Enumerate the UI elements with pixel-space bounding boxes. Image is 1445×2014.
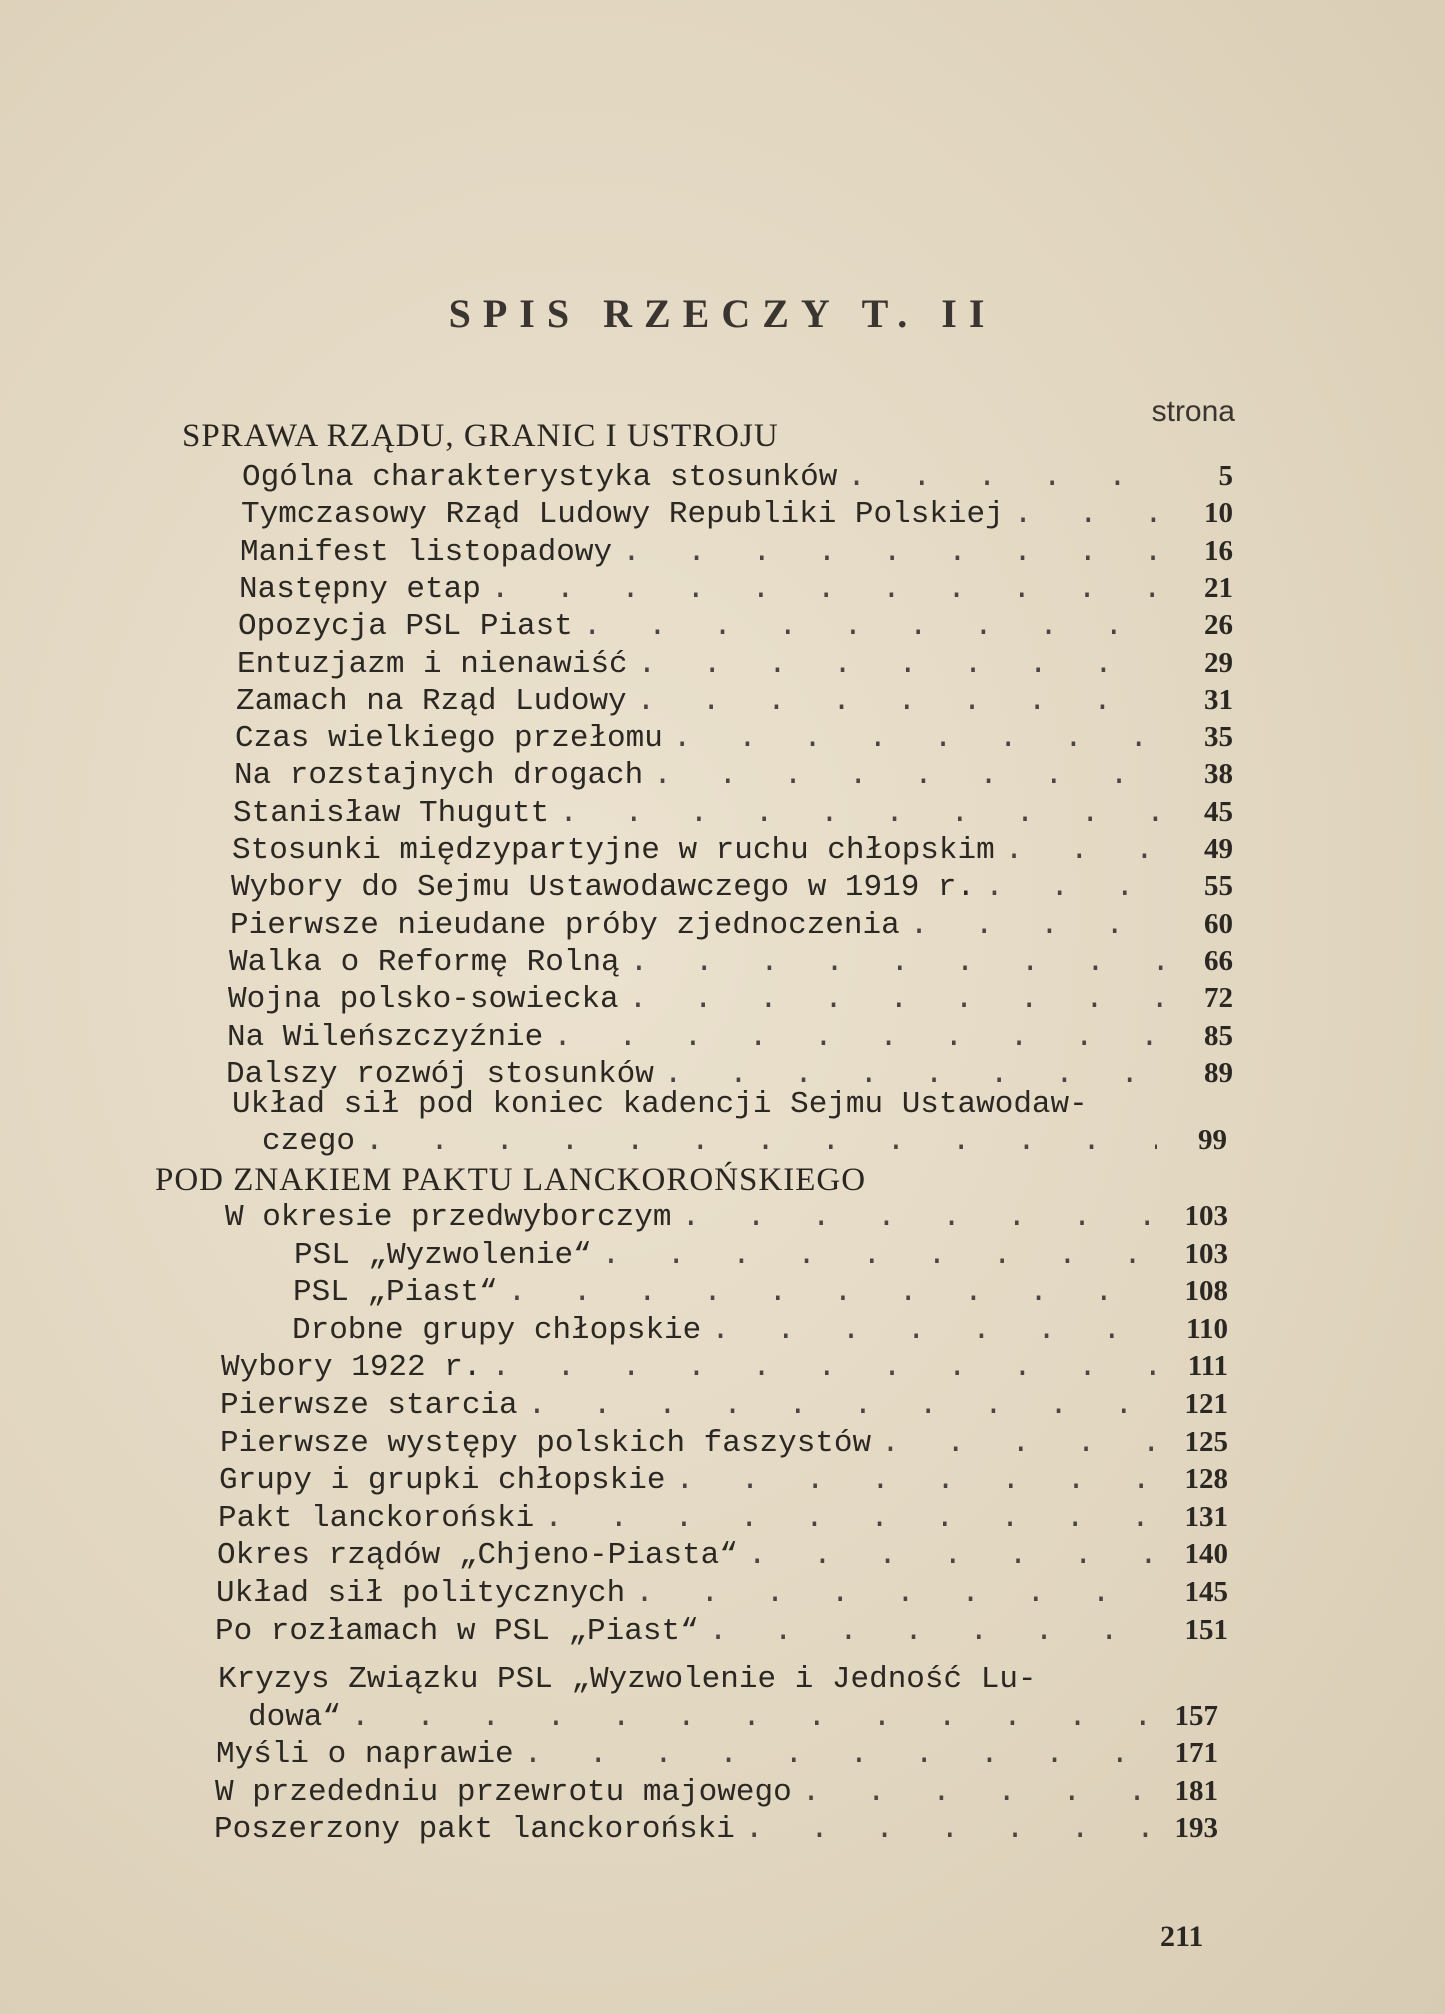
toc-entry — [232, 833, 1233, 868]
toc-entry-page: 66 — [1204, 944, 1233, 977]
toc-entry — [262, 1124, 1227, 1159]
toc-entry-label: Na Wileńszczyźnie — [227, 1019, 544, 1055]
toc-entry — [233, 796, 1233, 831]
toc-entry-page: 29 — [1204, 646, 1233, 679]
toc-entry-label: Układ sił politycznych — [216, 1576, 626, 1611]
toc-entry-label: Dalszy rozwój stosunków — [226, 1056, 654, 1092]
dot-leader — [583, 609, 1163, 644]
toc-entry-page: 181 — [1174, 1774, 1218, 1807]
toc-entry-label: Poszerzony pakt lanckoroński — [214, 1812, 735, 1847]
dot-leader — [491, 1350, 1158, 1385]
toc-entry-label: Zamach na Rząd Ludowy — [236, 683, 627, 719]
toc-entry-wrapped-line1: Kryzys Związku PSL „Wyzwolenie i Jedność Lu- — [218, 1662, 1037, 1697]
toc-entry-page: 16 — [1204, 534, 1233, 567]
dot-leader — [638, 647, 1163, 682]
toc-entry-label: W przededniu przewrotu majowego — [215, 1774, 792, 1810]
toc-entry-label: Myśli o naprawie — [216, 1737, 514, 1772]
toc-entry-page: 157 — [1174, 1700, 1218, 1732]
dot-leader — [491, 572, 1163, 607]
toc-entry — [294, 1238, 1228, 1273]
toc-entry-page: 193 — [1174, 1812, 1218, 1844]
toc-entry-page: 26 — [1204, 609, 1233, 642]
toc-entry-label: Wojna polsko-sowiecka — [228, 982, 619, 1018]
dot-leader — [602, 1238, 1158, 1273]
dot-leader — [802, 1775, 1148, 1810]
dot-leader — [748, 1538, 1158, 1573]
toc-entry-label: Stanisław Thugutt — [233, 795, 550, 831]
dot-leader — [985, 870, 1163, 905]
page-folio: 211 — [1160, 1920, 1204, 1953]
toc-entry — [231, 870, 1233, 905]
toc-entry-label: Na rozstajnych drogach — [234, 758, 644, 794]
toc-entry-label: dowa“ — [248, 1700, 342, 1735]
toc-entry-label: PSL „Piast“ — [293, 1275, 498, 1311]
toc-entry-page: 99 — [1198, 1124, 1227, 1156]
dot-leader — [681, 1200, 1158, 1235]
toc-entry-page: 171 — [1174, 1737, 1218, 1769]
toc-entry-page: 111 — [1187, 1350, 1228, 1383]
dot-leader — [351, 1700, 1148, 1735]
toc-entry — [218, 1501, 1228, 1536]
toc-entry — [239, 572, 1233, 607]
toc-entry-label: Opozycja PSL Piast — [238, 609, 573, 645]
dot-leader — [711, 1313, 1158, 1348]
toc-entry — [240, 535, 1233, 570]
dot-leader — [544, 1501, 1158, 1536]
toc-entry-label: Pakt lanckoroński — [218, 1500, 535, 1536]
toc-entry-label: Czas wielkiego przełomu — [235, 721, 663, 757]
toc-entry-label: Drobne grupy chłopskie — [292, 1312, 702, 1348]
toc-entry-page: 21 — [1204, 571, 1233, 604]
toc-entry — [242, 460, 1233, 495]
page-title: SPIS RZECZY T. II — [448, 291, 997, 336]
dot-leader — [629, 982, 1163, 1017]
toc-entry — [216, 1737, 1218, 1772]
toc-entry-page: 108 — [1184, 1275, 1228, 1308]
toc-entry-page: 121 — [1184, 1388, 1228, 1420]
toc-entry-page: 31 — [1204, 683, 1233, 716]
dot-leader — [675, 1463, 1158, 1498]
toc-entry-page: 85 — [1204, 1019, 1233, 1052]
toc-entry — [215, 1614, 1228, 1649]
toc-entry — [215, 1775, 1218, 1810]
toc-entry-label: Wybory 1922 r. — [221, 1350, 482, 1386]
toc-entry-page: 60 — [1204, 907, 1233, 940]
toc-entry — [238, 609, 1233, 644]
dot-leader — [528, 1388, 1158, 1423]
dot-leader — [630, 945, 1163, 980]
toc-entry — [216, 1576, 1228, 1611]
toc-entry-page: 110 — [1186, 1312, 1228, 1345]
toc-entry-label: czego — [262, 1124, 356, 1159]
toc-entry-page: 49 — [1204, 833, 1233, 865]
toc-entry-page: 140 — [1184, 1538, 1228, 1571]
dot-leader — [745, 1812, 1148, 1847]
toc-entry — [293, 1275, 1228, 1310]
toc-entry-page: 131 — [1184, 1500, 1228, 1533]
toc-entry-label: Entuzjazm i nienawiść — [237, 646, 628, 682]
toc-entry-label: Pierwsze występy polskich faszystów — [220, 1425, 872, 1461]
toc-entry-page: 55 — [1204, 870, 1233, 903]
toc-entry-page: 5 — [1218, 460, 1233, 492]
toc-entry-label: Po rozłamach w PSL „Piast“ — [215, 1613, 699, 1649]
dot-leader — [365, 1124, 1157, 1159]
toc-entry-page: 45 — [1204, 795, 1233, 828]
toc-entry-label: Okres rządów „Chjeno-Piasta“ — [217, 1538, 738, 1574]
toc-entry-label: Następny etap — [239, 571, 481, 607]
toc-entry-wrapped-line1: Układ sił pod koniec kadencji Sejmu Ustawodaw- — [232, 1087, 1088, 1122]
toc-entry-label: Stosunki międzypartyjne w ruchu chłopskim — [232, 833, 995, 868]
toc-entry-label: Manifest listopadowy — [240, 534, 613, 570]
dot-leader — [1014, 497, 1163, 532]
dot-leader — [635, 1576, 1158, 1611]
toc-entry-label: Pierwsze nieudane próby zjednoczenia — [230, 907, 900, 943]
toc-entry — [248, 1700, 1218, 1735]
toc-entry-page: 10 — [1204, 497, 1233, 530]
toc-entry-page: 125 — [1184, 1425, 1228, 1458]
toc-entry — [229, 945, 1233, 980]
dot-leader — [910, 908, 1163, 943]
dot-leader — [673, 721, 1163, 756]
toc-entry-label: PSL „Wyzwolenie“ — [294, 1237, 592, 1273]
toc-entry — [292, 1313, 1228, 1348]
toc-entry — [241, 497, 1233, 532]
dot-leader — [559, 796, 1163, 831]
toc-entry-label: W okresie przedwyborczym — [225, 1200, 672, 1235]
dot-leader — [553, 1020, 1163, 1055]
section-heading-1: SPRAWA RZĄDU, GRANIC I USTROJU — [182, 418, 779, 454]
section-heading-2: POD ZNAKIEM PAKTU LANCKOROŃSKIEGO — [155, 1162, 867, 1198]
toc-entry-label: Walka o Reformę Rolną — [229, 944, 620, 980]
toc-entry — [220, 1426, 1228, 1461]
toc-entry-page: 145 — [1184, 1576, 1228, 1608]
toc-entry-page: 103 — [1184, 1237, 1228, 1270]
toc-entry-page: 89 — [1204, 1056, 1233, 1089]
toc-entry-label: Ogólna charakterystyka stosunków — [242, 460, 838, 495]
toc-entry-page: 103 — [1184, 1200, 1228, 1232]
dot-leader — [653, 758, 1163, 793]
toc-entry-page: 38 — [1204, 758, 1233, 791]
dot-leader — [847, 460, 1163, 495]
dot-leader — [1005, 833, 1163, 868]
toc-entry — [234, 758, 1233, 793]
toc-entry — [235, 721, 1233, 756]
toc-entry-label: Tymczasowy Rząd Ludowy Republiki Polskiej — [241, 497, 1004, 533]
toc-entry — [236, 684, 1233, 719]
dot-leader — [709, 1614, 1158, 1649]
toc-entry — [225, 1200, 1228, 1235]
page-column-label: strona — [1151, 395, 1235, 428]
dot-leader — [637, 684, 1163, 719]
toc-entry-label: Pierwsze starcia — [220, 1388, 518, 1423]
toc-entry — [221, 1350, 1228, 1385]
dot-leader — [881, 1426, 1158, 1461]
toc-entry-label: Wybory do Sejmu Ustawodawczego w 1919 r. — [231, 870, 976, 906]
dot-leader — [508, 1275, 1158, 1310]
toc-entry — [217, 1538, 1228, 1573]
dot-leader — [622, 535, 1163, 570]
toc-entry-page: 151 — [1184, 1613, 1228, 1646]
toc-entry-page: 72 — [1204, 982, 1233, 1015]
toc-entry — [230, 908, 1233, 943]
toc-entry — [227, 1020, 1233, 1055]
toc-entry — [228, 982, 1233, 1017]
toc-entry-page: 35 — [1204, 721, 1233, 754]
toc-entry — [214, 1812, 1218, 1847]
toc-entry — [220, 1388, 1228, 1423]
toc-entry — [219, 1463, 1228, 1498]
toc-entry-page: 128 — [1184, 1463, 1228, 1496]
dot-leader — [524, 1737, 1148, 1772]
toc-entry-label: Grupy i grupki chłopskie — [219, 1463, 666, 1499]
toc-entry — [237, 647, 1233, 682]
